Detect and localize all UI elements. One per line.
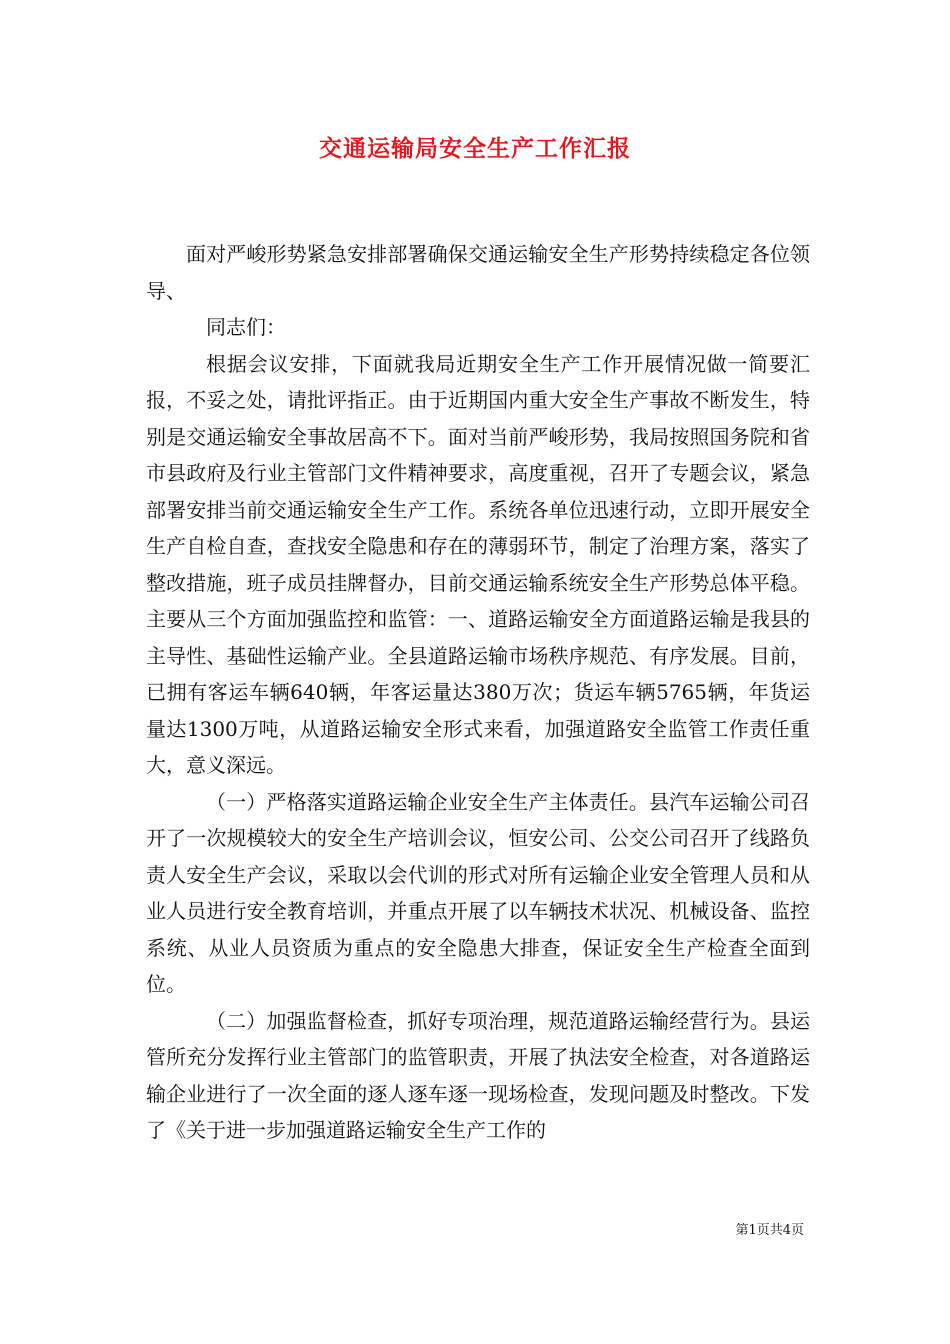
page-number-footer: 第1页共4页 <box>735 1223 804 1238</box>
document-title: 交通运输局安全生产工作汇报 <box>319 135 631 162</box>
paragraph-salutation: 同志们： <box>206 315 286 339</box>
paragraph-section-one: （一）严格落实道路运输企业安全生产主体责任。县汽车运输公司召开了一次规模较大的安全生产培训会议，恒安公司、公交公司召开了线路负责人安全生产会议，采取以会代训的形式对所有运输企业安全管理人员和从业人员进行安全教育培训，并重点开展了以车辆技术状况、机械设备、监控系统、从业人员资质为重点的安全隐患大排查，保证安全生产检查全面到位。 <box>146 789 810 996</box>
paragraph-report-overview: 根据会议安排，下面就我局近期安全生产工作开展情况做一简要汇报，不妥之处，请批评指正。由于近期国内重大安全生产事故不断发生，特别是交通运输安全事故居高不下。面对当前严峻形势，我局按照国务院和省市县政府及行业主管部门文件精神要求，高度重视，召开了专题会议，紧急部署安排当前交通运输安全生产工作。系统各单位迅速行动，立即开展安全生产自检自查，查找安全隐患和存在的薄弱环节，制定了治理方案，落实了整改措施，班子成员挂牌督办，目前交通运输系统安全生产形势总体平稳。主要从三个方面加强监控和监管：一、道路运输安全方面道路运输是我县的主导性、基础性运输产业。全县道路运输市场秩序规范、有序发展。目前，已拥有客运车辆640辆，年客运量达380万次；货运车辆5765辆，年货运量达1300万吨，从道路运输安全形式来看，加强道路安全监管工作责任重大，意义深远。 <box>146 351 810 777</box>
paragraph-section-two: （二）加强监督检查，抓好专项治理，规范道路运输经营行为。县运管所充分发挥行业主管部门的监管职责，开展了执法安全检查，对各道路运输企业进行了一次全面的逐人逐车逐一现场检查，发现问题及时整改。下发了《关于进一步加强道路运输安全生产工作的 <box>146 1008 810 1142</box>
document-body <box>146 236 810 1149</box>
paragraph-intro: 面对严峻形势紧急安排部署确保交通运输安全生产形势持续稳定各位领导、 <box>146 242 810 303</box>
